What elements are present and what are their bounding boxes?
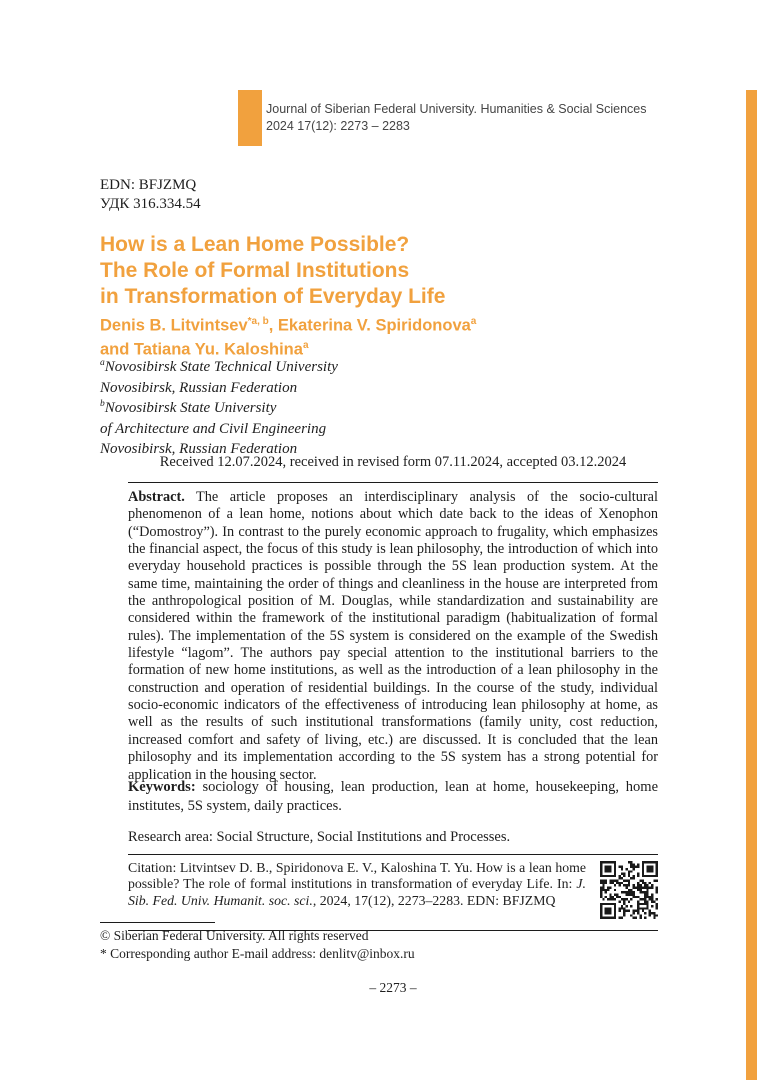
accent-bar <box>746 90 757 1080</box>
citation-box <box>128 854 658 931</box>
page-number: – 2273 – <box>369 980 417 995</box>
keywords-paragraph <box>128 778 658 816</box>
journal-header <box>238 90 647 146</box>
qr-code <box>600 861 658 919</box>
author-affiliation-marker: *a, b <box>247 316 269 327</box>
citation-journal-abbrev: J. Sib. Fed. Univ. Humanit. soc. sci. <box>128 876 586 908</box>
author-name: and Tatiana Yu. Kaloshina <box>100 340 303 358</box>
journal-name: Journal of Siberian Federal University. Humanities & Social Sciences <box>266 102 647 116</box>
abstract-paragraph <box>128 489 658 784</box>
author-affiliation-marker: a <box>302 339 309 351</box>
author-affiliation-marker: a <box>470 316 477 327</box>
article-identifiers <box>100 176 201 214</box>
author-name: Denis B. Litvintsev <box>100 316 248 335</box>
title-line: How is a Lean Home Possible? <box>100 233 410 256</box>
keywords-label: Keywords: <box>128 779 196 795</box>
journal-issue: 2024 17(12): 2273 – 2283 <box>266 119 410 133</box>
title-line: in Transformation of Everyday Life <box>100 285 446 308</box>
affiliation-line: Novosibirsk, Russian Federation <box>100 379 298 396</box>
author-name: , Ekaterina V. Spiridonova <box>268 316 471 335</box>
abstract-label: Abstract. <box>128 489 185 505</box>
affiliation-line: $^b$Novosibirsk State University <box>100 399 277 416</box>
abstract-text: The article proposes an interdisciplinary analysis of the socio-cultural phenomenon of a lean home, notions about which date back to the ideas of Xenophon (“Domostroy”). In contrast to the purely economic approach to frugality, which emphasizes the financial aspect, the focus of this study is lean philosophy, the introduction of which into everyday household practices is possible through the 5S lean production system. At the same time, maintaining the order of things and cleanliness in the house are interpreted from the anthropological position of M. Douglas, while standardization and sustainability are considered within the framework of the institutional paradigm (habitualization of formal rules). The implementation of the 5S system is considered on the example of the Swedish lifestyle “lagom”. The authors pay special attention to the institutional barriers to the formation of new home institutions, as well as the introduction of a lean philosophy in the construction and operation of residential buildings. In the course of the study, individual socio-economic indicators of the effectiveness of introducing lean philosophy at home, as well as the results of such institutional transformations (family unity, cost reduction, increased comfort and safety of living, etc.) are discussed. It is concluded that the lean philosophy and its implementation according to the 5S system has a strong potential for application in the housing sector. <box>128 489 658 783</box>
footnote-rule <box>100 922 215 923</box>
edn-code: EDN: BFJZMQ <box>100 177 197 193</box>
research-area: Research area: Social Structure, Social Institutions and Processes. <box>128 829 511 845</box>
received-dates: Received 12.07.2024, received in revised form 07.11.2024, accepted 03.12.2024 <box>159 454 627 470</box>
keywords-text: sociology of housing, lean production, lean at home, housekeeping, home institutes, 5S system, daily practices. <box>128 779 659 814</box>
title-line: The Role of Formal Institutions <box>100 259 410 282</box>
journal-accent-block <box>238 90 262 146</box>
divider <box>128 482 658 483</box>
article-title <box>100 232 445 310</box>
affiliation-line: $^a$Novosibirsk State Technical University <box>100 358 338 375</box>
udk-code: УДК 316.334.54 <box>100 196 201 212</box>
affiliation-line: of Architecture and Civil Engineering <box>100 420 327 437</box>
corresponding-author-line: * Corresponding author E-mail address: denlitv@inbox.ru <box>100 945 415 961</box>
citation-text: Citation: Litvintsev D. B., Spiridonova E. V., Kaloshina T. Yu. How is a lean home possible? The role of formal institutions in transformation of everyday Life. In: J. Sib. Fed. Univ. Humanit. soc. sci., 2024, 17(12), 2273–2283. EDN: BFJZMQ <box>128 860 586 908</box>
affiliations-block <box>100 355 338 458</box>
qr-wrap <box>600 860 658 924</box>
footer-notes <box>100 922 415 962</box>
affiliation-line: Novosibirsk, Russian Federation <box>100 441 298 457</box>
authors-line <box>100 312 476 359</box>
copyright-line: © Siberian Federal University. All rights reserved <box>100 928 369 943</box>
